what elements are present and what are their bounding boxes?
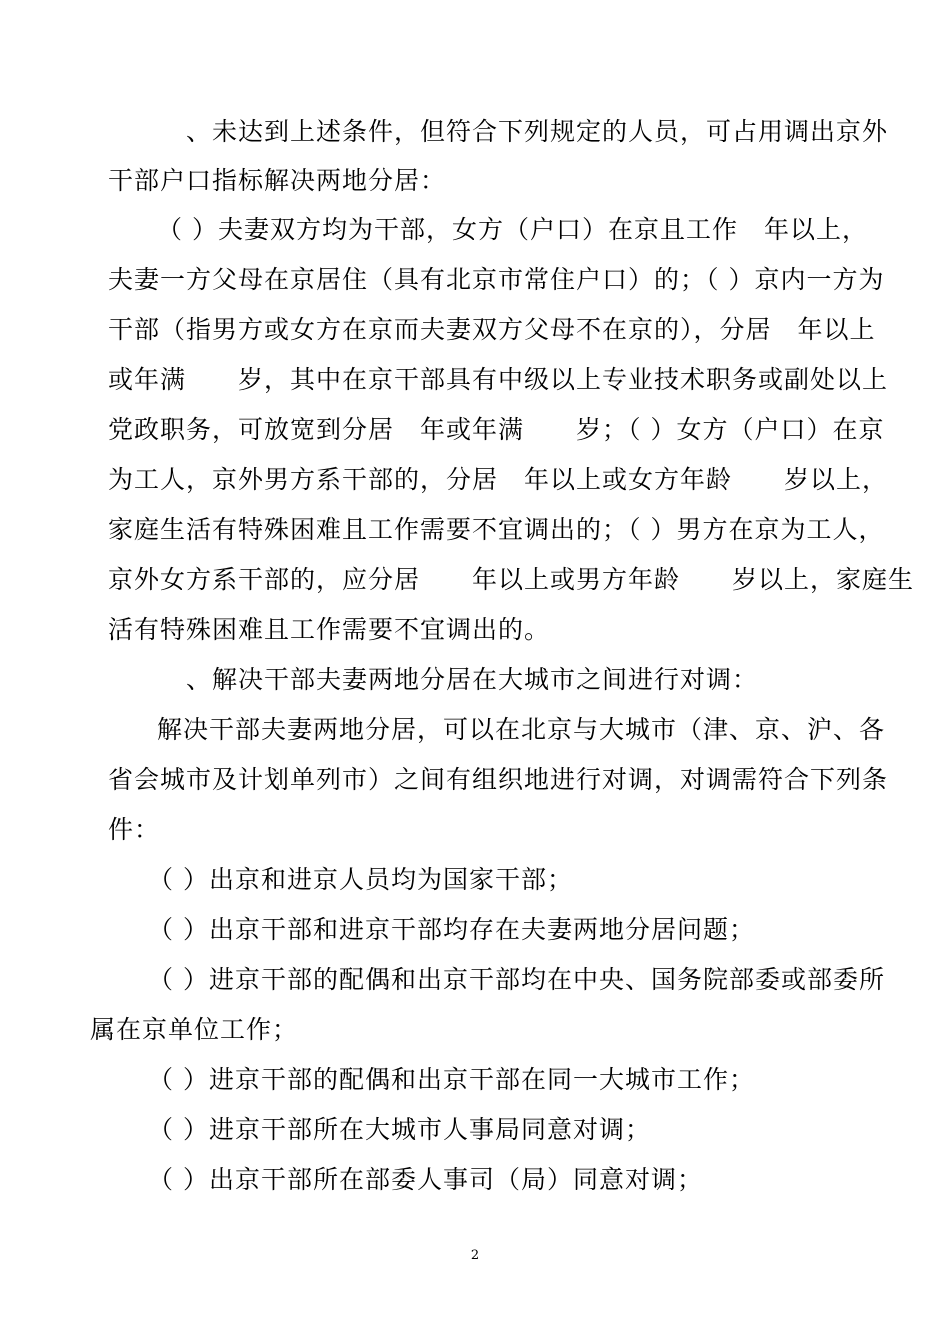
text-line: 活有特殊困难且工作需要不宜调出的。 bbox=[108, 615, 551, 644]
text-line: （ ）进京干部的配偶和出京干部均在中央、国务院部委或部委所 bbox=[148, 965, 885, 994]
text-line: 京外女方系干部的，应分居 年以上或男方年龄 岁以上，家庭生 bbox=[108, 565, 915, 594]
page-number: 2 bbox=[470, 1248, 480, 1263]
text-line: 家庭生活有特殊困难且工作需要不宜调出的；（ ）男方在京为工人， bbox=[108, 515, 885, 544]
text-line: 解决干部夫妻两地分居，可以在北京与大城市（津、京、沪、各 bbox=[157, 715, 886, 744]
text-line: （ ）出京干部和进京干部均存在夫妻两地分居问题； bbox=[148, 915, 755, 944]
text-line: （ ）出京干部所在部委人事司（局）同意对调； bbox=[148, 1165, 703, 1194]
text-line: （ ）进京干部所在大城市人事局同意对调； bbox=[148, 1115, 651, 1144]
text-line: 、解决干部夫妻两地分居在大城市之间进行对调： bbox=[186, 665, 759, 694]
text-line: 为工人，京外男方系干部的，分居 年以上或女方年龄 岁以上， bbox=[108, 465, 889, 494]
text-line: 省会城市及计划单列市）之间有组织地进行对调，对调需符合下列条 bbox=[108, 765, 889, 794]
text-line: 党政职务，可放宽到分居 年或年满 岁；（ ）女方（户口）在京 bbox=[108, 415, 885, 444]
text-line: 干部户口指标解决两地分居： bbox=[108, 166, 447, 195]
text-line: （ ）出京和进京人员均为国家干部； bbox=[148, 865, 573, 894]
text-line: 、未达到上述条件，但符合下列规定的人员，可占用调出京外 bbox=[186, 117, 889, 146]
text-line: 或年满 岁，其中在京干部具有中级以上专业技术职务或副处以上 bbox=[108, 365, 889, 394]
text-line: 干部（指男方或女方在京而夫妻双方父母不在京的），分居 年以上 bbox=[108, 315, 876, 344]
text-line: （ ）进京干部的配偶和出京干部在同一大城市工作； bbox=[148, 1065, 755, 1094]
text-line: 件： bbox=[108, 815, 161, 844]
text-line: 属在京单位工作； bbox=[90, 1015, 299, 1044]
text-line: 夫妻一方父母在京居住（具有北京市常住户口）的；（ ）京内一方为 bbox=[108, 265, 885, 294]
text-line: （ ）夫妻双方均为干部，女方（户口）在京且工作 年以上， bbox=[157, 215, 868, 244]
